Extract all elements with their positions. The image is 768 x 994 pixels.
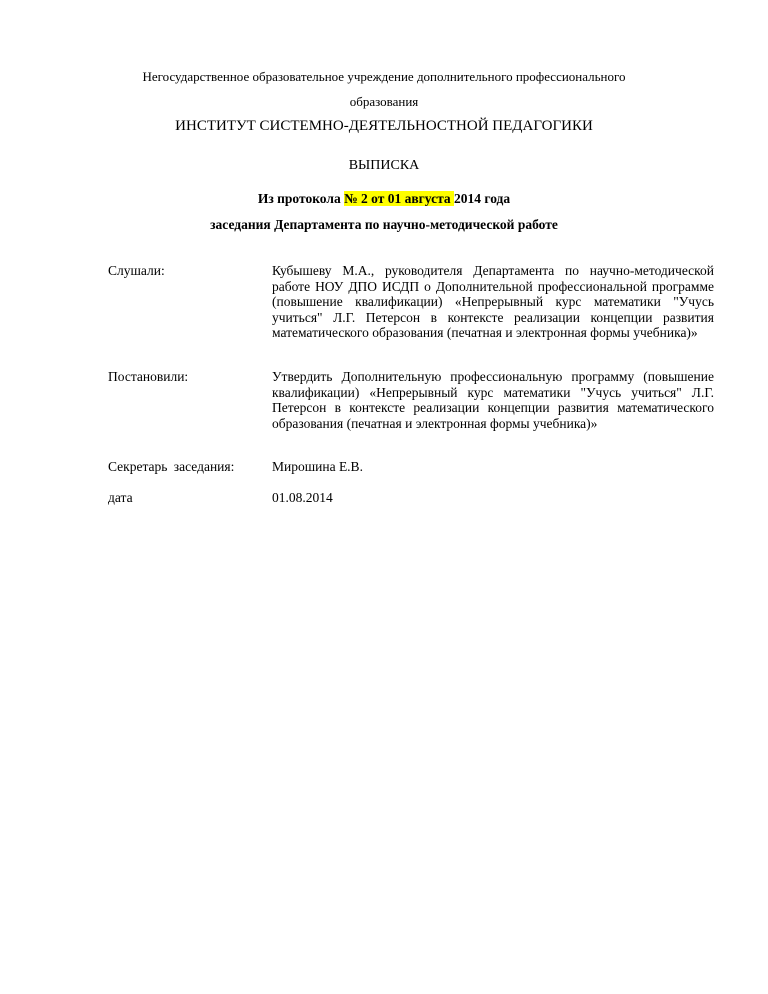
secretary-name: Мирошина Е.В. [272,459,363,474]
organization-line-2: образования [349,94,419,109]
protocol-year: 2014 года [454,191,511,206]
protocol-prefix: Из протокола [257,191,345,206]
resolved-label: Постановили: [108,369,189,384]
institute-name: ИНСТИТУТ СИСТЕМНО-ДЕЯТЕЛЬНОСТНОЙ ПЕДАГОГИКИ [175,118,593,134]
protocol-number-highlight: № 2 от 01 августа [344,191,455,206]
date-label: дата [108,490,133,505]
document-title: ВЫПИСКА [348,158,420,173]
resolved-text: Утвердить Дополнительную профессиональную программу (повышение квалификации) «Непрерывный курс математики "Учусь учиться" Л.Г. Петерсон в контексте реализации концепции развития математического образования (печатная и электронная формы учебника)» [272,369,714,431]
heard-text: Кубышеву М.А., руководителя Департамента по научно-методической работе НОУ ДПО ИСДП о Дополнительной профессиональной программе (повышение квалификации) «Непрерывный курс математики "Учусь учиться" Л.Г. Петерсон в контексте реализации концепции развития математического образования (печатная и электронная формы учебника)» [272,263,714,340]
secretary-label: Секретарь заседания: [108,459,235,474]
protocol-line [0,191,768,207]
heard-label: Слушали: [108,263,165,278]
date-value: 01.08.2014 [272,490,333,505]
meeting-title: заседания Департамента по научно-методической работе [210,217,558,232]
organization-line-1: Негосударственное образовательное учреждение дополнительного профессионального [142,69,626,84]
